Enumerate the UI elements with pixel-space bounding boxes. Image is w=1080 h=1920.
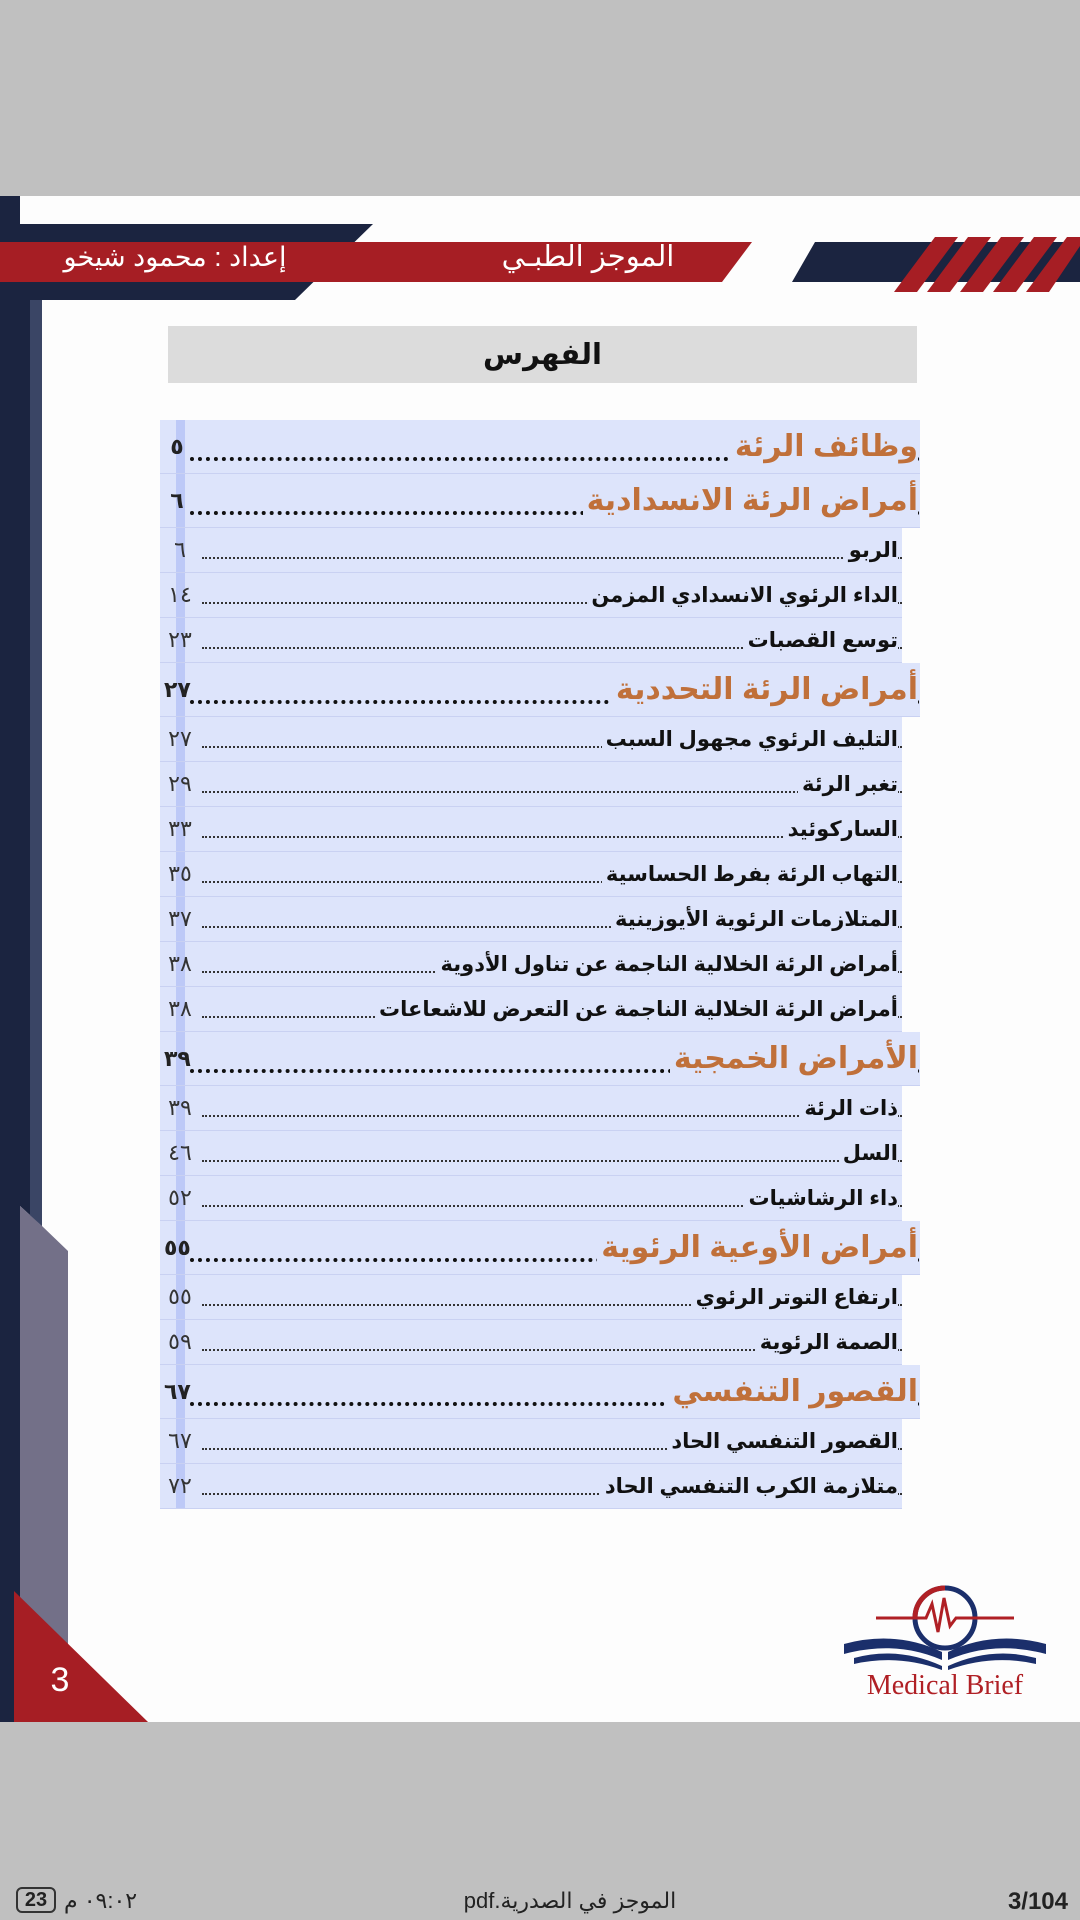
- medical-brief-logo: [836, 1578, 1054, 1708]
- toc-title: الفهرس: [483, 339, 602, 371]
- toc-entry-label: ذات الرئة: [800, 1086, 898, 1130]
- logo-text: Medical Brief: [866, 1670, 1024, 1701]
- toc-entry-row[interactable]: [160, 1320, 902, 1365]
- toc-heading-row[interactable]: [160, 663, 920, 717]
- toc-entry-label: التليف الرئوي مجهول السبب: [602, 717, 898, 761]
- toc-heading-row[interactable]: [160, 474, 920, 528]
- toc-page-number: ٦٧: [164, 1378, 191, 1404]
- toc-entry-row[interactable]: [160, 618, 902, 663]
- toc-heading-row[interactable]: [160, 1032, 920, 1086]
- toc-entry-label: وظائف الرئة: [731, 420, 918, 473]
- dot-leader: [202, 1115, 902, 1117]
- notification-badge: 23: [16, 1887, 56, 1913]
- toc-entry-label: السل: [839, 1131, 898, 1175]
- toc-entry-row[interactable]: [160, 1176, 902, 1221]
- toc-entry-label: داء الرشاشيات: [745, 1176, 898, 1220]
- toc-heading-row[interactable]: [160, 420, 920, 474]
- toc-heading-row[interactable]: [160, 1365, 920, 1419]
- toc-entry-label: القصور التنفسي: [668, 1365, 918, 1418]
- toc-page-number: ٢٧: [168, 726, 192, 751]
- toc-page-number: ٥: [170, 433, 184, 459]
- toc-page-number: ٤٦: [168, 1140, 192, 1165]
- toc-entry-row[interactable]: [160, 852, 902, 897]
- table-of-contents: [160, 420, 920, 1509]
- toc-page-number: ٦٧: [168, 1428, 192, 1453]
- toc-entry-row[interactable]: [160, 942, 902, 987]
- toc-title-bar: [168, 326, 917, 383]
- toc-entry-label: الربو: [845, 528, 898, 572]
- toc-entry-label: توسع القصبات: [744, 618, 898, 662]
- toc-entry-label: المتلازمات الرئوية الأيوزينية: [611, 897, 898, 941]
- toc-entry-label: أمراض الأوعية الرئوية: [597, 1221, 918, 1274]
- toc-page-number: ٥٥: [164, 1234, 191, 1260]
- toc-entry-label: ارتفاع التوتر الرئوي: [692, 1275, 898, 1319]
- toc-entry-label: الصمة الرئوية: [756, 1320, 898, 1364]
- toc-entry-label: أمراض الرئة الخلالية الناجمة عن التعرض للاشعاعات: [375, 987, 898, 1031]
- toc-page-number: ٢٩: [168, 771, 192, 796]
- pdf-page: [0, 196, 1080, 1722]
- toc-entry-row[interactable]: [160, 1464, 902, 1509]
- toc-entry-row[interactable]: [160, 717, 902, 762]
- dot-leader: [202, 557, 902, 559]
- dot-leader: [202, 791, 902, 793]
- toc-entry-label: الساركوئيد: [784, 807, 898, 851]
- toc-entry-row[interactable]: [160, 1275, 902, 1320]
- toc-entry-row[interactable]: [160, 987, 902, 1032]
- toc-page-number: ٢٣: [168, 627, 192, 652]
- toc-page-number: ٥٩: [168, 1329, 192, 1354]
- toc-page-number: ٣٣: [168, 816, 192, 841]
- toc-entry-label: متلازمة الكرب التنفسي الحاد: [601, 1464, 898, 1508]
- dot-leader: [202, 1160, 902, 1162]
- toc-entry-label: أمراض الرئة الخلالية الناجمة عن تناول الأدوية: [437, 942, 898, 986]
- toc-entry-row[interactable]: [160, 897, 902, 942]
- toc-page-number: ٥٥: [168, 1284, 192, 1309]
- toc-entry-label: الأمراض الخمجية: [670, 1032, 918, 1085]
- toc-page-number: ٧٢: [168, 1473, 192, 1498]
- toc-entry-label: أمراض الرئة الانسدادية: [583, 474, 918, 527]
- toc-entry-row[interactable]: [160, 807, 902, 852]
- page-indicator[interactable]: 3/104: [1007, 1888, 1068, 1915]
- toc-page-number: ١٤: [168, 582, 192, 607]
- toc-page-number: ٣٩: [168, 1095, 192, 1120]
- toc-entry-row[interactable]: [160, 762, 902, 807]
- toc-page-number: ٥٢: [168, 1185, 192, 1210]
- toc-entry-row[interactable]: [160, 1131, 902, 1176]
- toc-entry-row[interactable]: [160, 528, 902, 573]
- toc-entry-row[interactable]: [160, 1419, 902, 1464]
- toc-heading-row[interactable]: [160, 1221, 920, 1275]
- author-credit: إعداد : محمود شيخو: [63, 242, 287, 272]
- toc-entry-label: الداء الرئوي الانسدادي المزمن: [587, 573, 898, 617]
- page-number: 3: [50, 1661, 70, 1699]
- toc-entry-row[interactable]: [160, 573, 902, 618]
- reader-status-bar: [0, 1880, 1080, 1920]
- file-name: الموجز في الصدرية.pdf: [463, 1888, 677, 1913]
- toc-entry-row[interactable]: [160, 1086, 902, 1131]
- book-heartbeat-icon: [836, 1578, 1054, 1673]
- toc-entry-label: القصور التنفسي الحاد: [667, 1419, 898, 1463]
- clock: ٠٩:٠٢ م: [64, 1888, 138, 1913]
- toc-page-number: ٦: [170, 487, 184, 513]
- toc-page-number: ٣٧: [168, 906, 192, 931]
- toc-page-number: ٣٨: [168, 996, 192, 1021]
- toc-entry-label: التهاب الرئة بفرط الحساسية: [602, 852, 898, 896]
- toc-page-number: ٢٧: [164, 676, 191, 702]
- toc-page-number: ٣٨: [168, 951, 192, 976]
- toc-entry-label: أمراض الرئة التحددية: [612, 663, 918, 716]
- document-title: الموجز الطبـي: [501, 241, 675, 273]
- toc-page-number: ٦: [174, 537, 186, 562]
- toc-page-number: ٣٩: [164, 1045, 191, 1071]
- toc-entry-label: تغبر الرئة: [798, 762, 898, 806]
- toc-page-number: ٣٥: [168, 861, 192, 886]
